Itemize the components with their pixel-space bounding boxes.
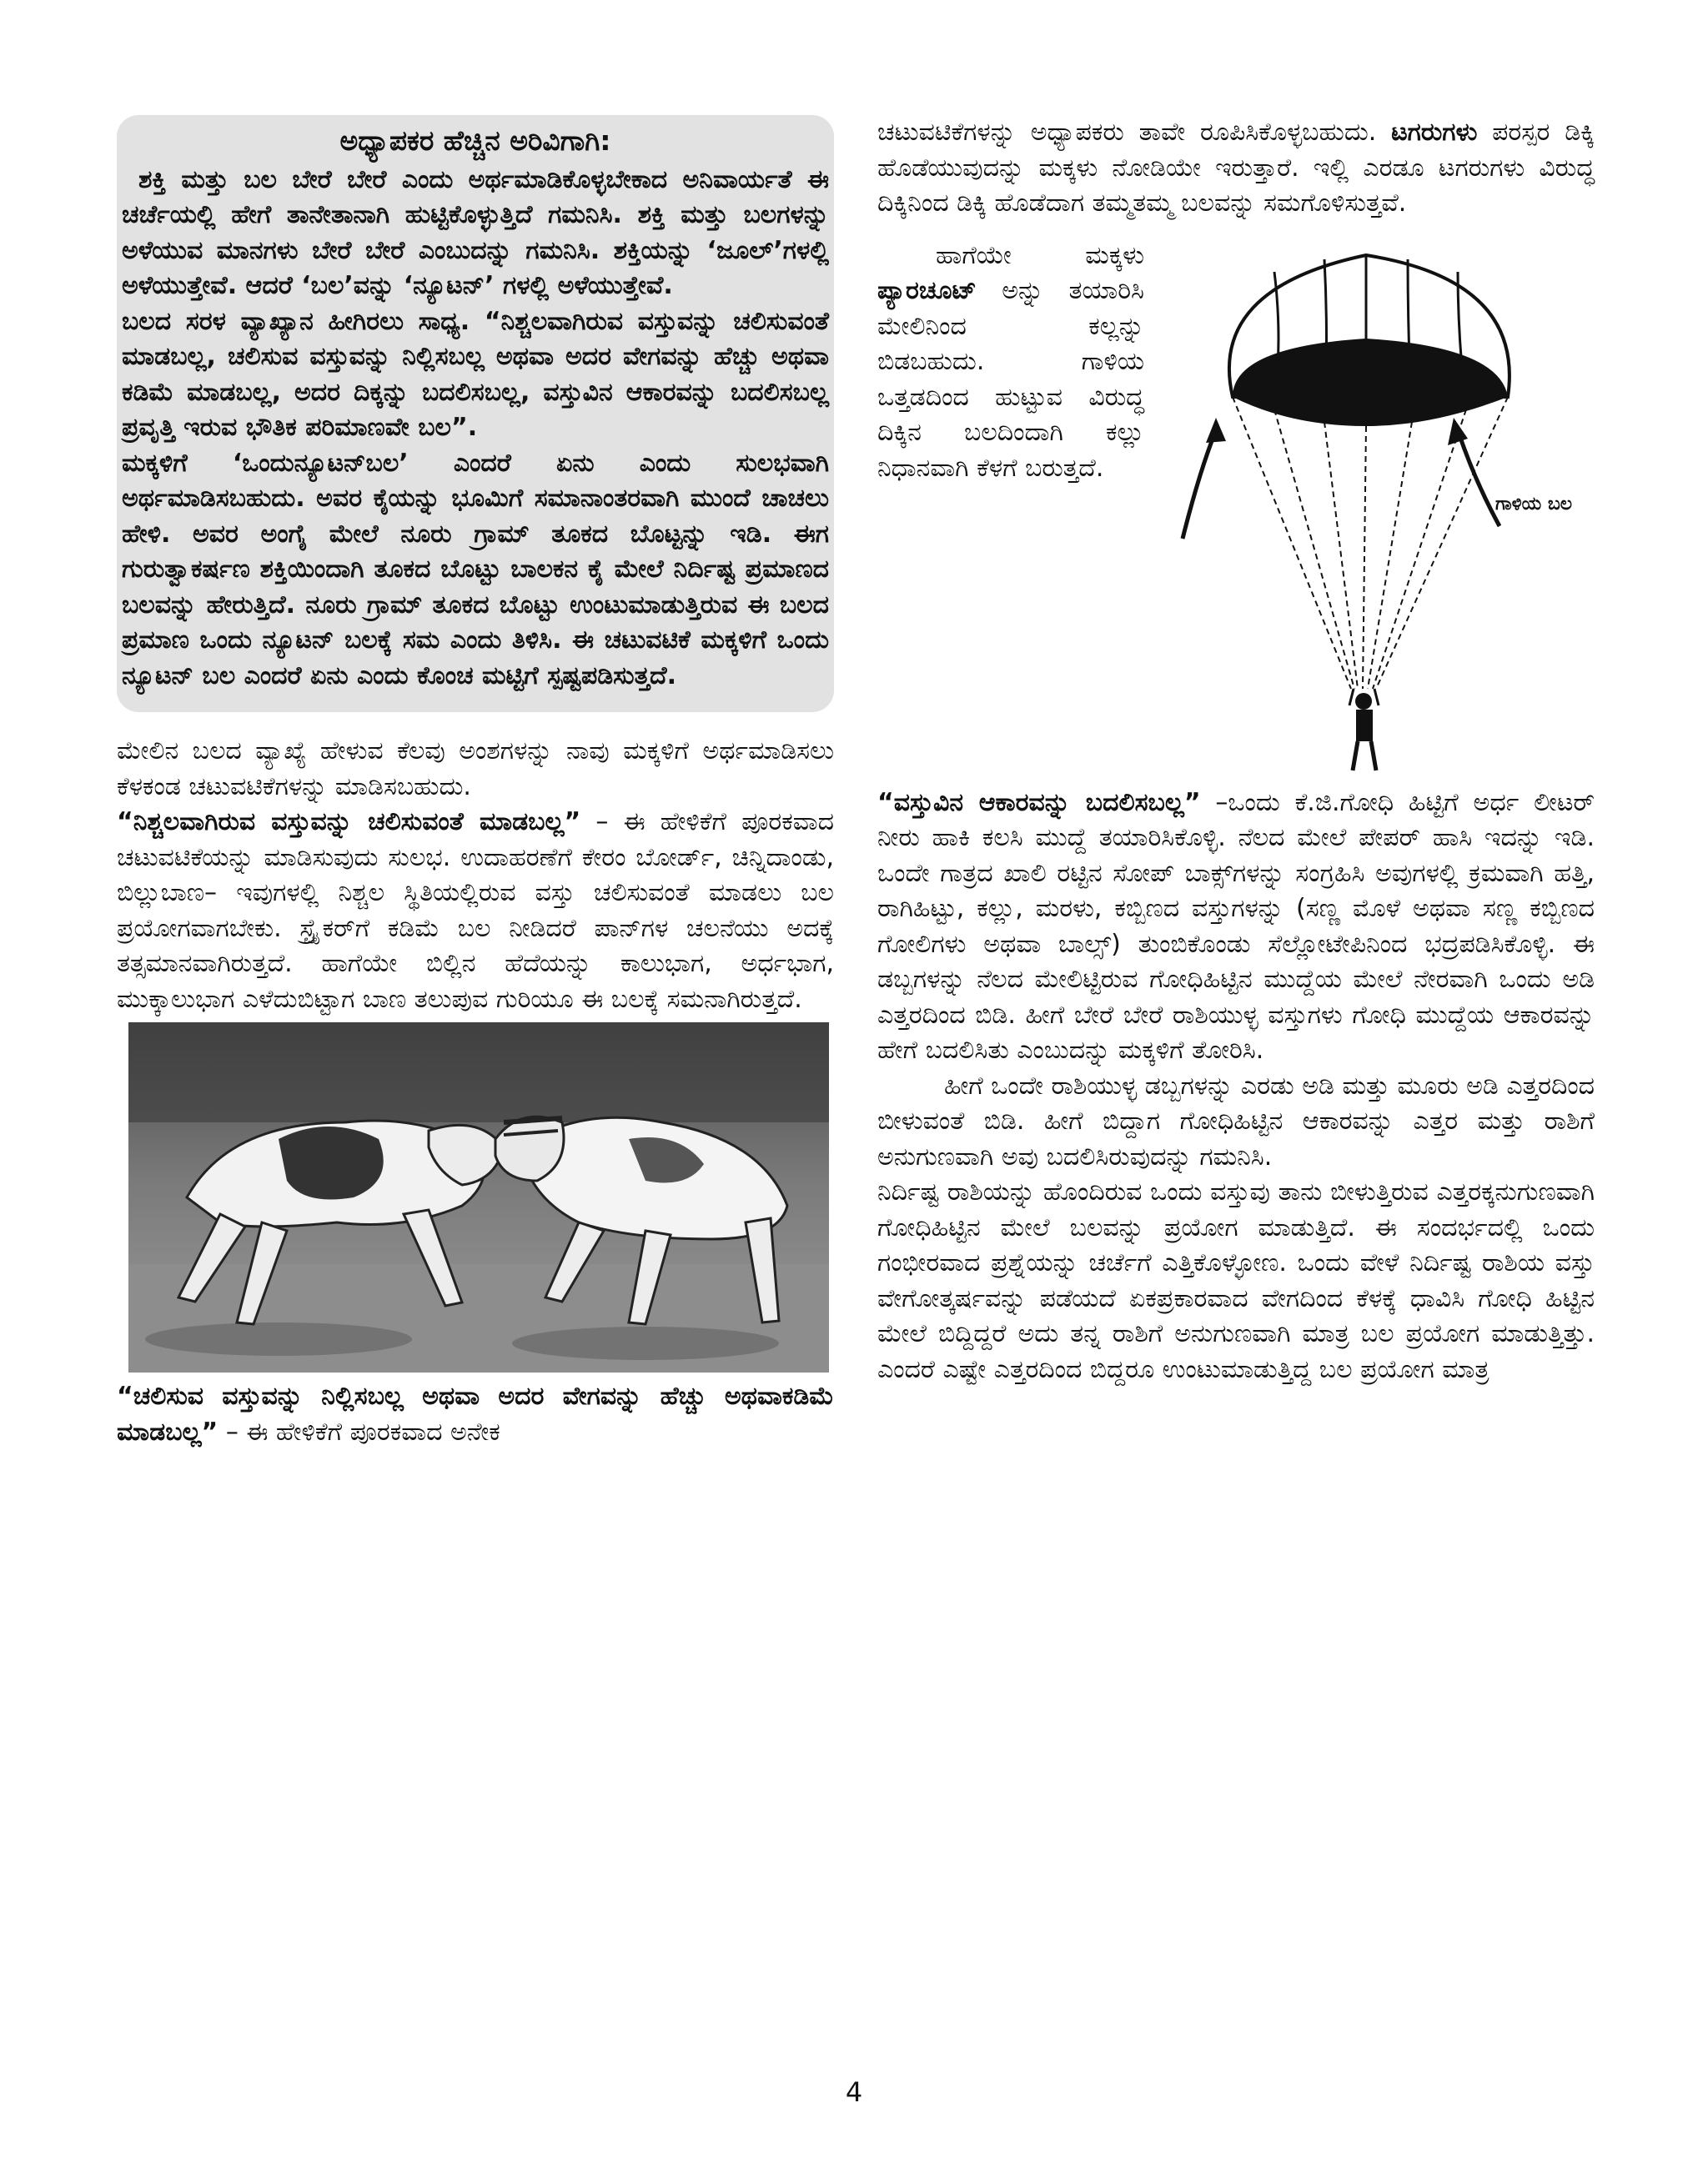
- shape-change-paragraph: [877, 785, 1595, 1069]
- page-number: 4: [845, 2076, 863, 2108]
- height-comparison-paragraph: ಹೀಗೆ ಒಂದೇ ರಾಶಿಯುಳ್ಳ ಡಬ್ಬಗಳನ್ನು ಎರಡು ಅಡಿ ಮತ್ತು ಮೂರು ಅಡಿ ಎತ್ತರದಿಂದ ಬೀಳುವಂತೆ ಬಿಡಿ. ಹೀಗೆ ಬಿದ್ದಾಗ ಗೋಧಿಹಿಟ್ಟಿನ ಆಕಾರವನ್ನು ಎತ್ತರ ಮತ್ತು ರಾಶಿಗೆ ಅನುಗುಣವಾಗಿ ಅವು ಬದಲಿಸಿರುವುದನ್ನು ಗಮನಿಸಿ.: [877, 1071, 1595, 1172]
- teacher-info-box: [117, 115, 834, 712]
- info-box-paragraph-definition: ಬಲದ ಸರಳ ವ್ಯಾಖ್ಯಾನ ಹೀಗಿರಲು ಸಾಧ್ಯ. “ನಿಶ್ಚಲವಾಗಿರುವ ವಸ್ತುವನ್ನು ಚಲಿಸುವಂತೆ ಮಾಡಬಲ್ಲ, ಚಲಿಸುವ ವಸ್ತುವನ್ನು ನಿಲ್ಲಿಸಬಲ್ಲ ಅಥವಾ ಅದರ ವೇಗವನ್ನು ಹೆಚ್ಚು ಅಥವಾ ಕಡಿಮೆ ಮಾಡಬಲ್ಲ, ಅದರ ದಿಕ್ಕನ್ನು ಬದಲಿಸಬಲ್ಲ, ವಸ್ತುವಿನ ಆಕಾರವನ್ನು ಬದಲಿಸಬಲ್ಲ ಪ್ರವೃತ್ತಿ ಇರುವ ಭೌತಿಕ ಪರಿಮಾಣವೇ ಬಲ”.: [122, 306, 829, 442]
- stop-object-paragraph: [117, 1379, 834, 1450]
- stop-object-text: – ಈ ಹೇಳಿಕೆಗೆ ಪೂರಕವಾದ ಅನೇಕ: [218, 1417, 500, 1447]
- parachute-text-start: ಹಾಗೆಯೇ ಮಕ್ಕಳು: [936, 240, 1144, 270]
- info-box-title: ಅಧ್ಯಾಪಕರ ಹೆಚ್ಚಿನ ಅರಿವಿಗಾಗಿ:: [339, 124, 611, 157]
- parachute-text-end: ಅನ್ನು ತಯಾರಿಸಿ ಮೇಲಿನಿಂದ ಕಲ್ಲನ್ನು ಬಿಡಬಹುದು. ಗಾಳಿಯ ಒತ್ತಡದಿಂದ ಹುಟ್ಟುವ ವಿರುದ್ಧ ದಿಕ್ಕಿನ ಬಲದಿಂದಾಗಿ ಕಲ್ಲು ನಿಧಾನವಾಗಿ ಕೆಳಗೆ ಬರುತ್ತದೆ.: [877, 276, 1144, 483]
- right-column: [877, 115, 1595, 1388]
- rams-paragraph: [877, 115, 1595, 222]
- rams-keyword: ಟಗರುಗಳು: [1391, 118, 1478, 147]
- rams-butting-photo: [128, 1022, 829, 1373]
- stop-object-heading: “ಚಲಿಸುವ ವಸ್ತುವನ್ನು ನಿಲ್ಲಿಸಬಲ್ಲ ಅಥವಾ ಅದರ ವೇಗವನ್ನು ಹೆಚ್ಚು ಅಥವಾಕಡಿಮೆ ಮಾಡಬಲ್ಲ”: [117, 1382, 834, 1447]
- parachute-keyword: ಪ್ಯಾರಚೂಟ್: [877, 276, 977, 305]
- rams-text-end: ಪರಸ್ಪರ ಡಿಕ್ಕಿ ಹೊಡೆಯುವುದನ್ನು ಮಕ್ಕಳು ನೋಡಿಯೇ ಇರುತ್ತಾರೆ. ಇಲ್ಲಿ ಎರಡೂ ಟಗರುಗಳು ವಿರುದ್ಧ ದಿಕ್ಕಿನಿಂದ ಡಿಕ್ಕಿ ಹೊಡೆದಾಗ ತಮ್ಮತಮ್ಮ ಬಲವನ್ನು ಸಮಗೊಳಿಸುತ್ತವೆ.: [877, 118, 1595, 218]
- wind-force-label: ಗಾಳಿಯ ಬಲ: [1495, 493, 1573, 514]
- parachute-block: [877, 238, 1595, 772]
- info-box-paragraph-energy-force: ಶಕ್ತಿ ಮತ್ತು ಬಲ ಬೇರೆ ಬೇರೆ ಎಂದು ಅರ್ಥಮಾಡಿಕೊಳ್ಳಬೇಕಾದ ಅನಿವಾರ್ಯತೆ ಈ ಚರ್ಚೆಯಲ್ಲಿ ಹೇಗೆ ತಾನೇತಾನಾಗಿ ಹುಟ್ಟಿಕೊಳ್ಳುತ್ತಿದೆ ಗಮನಿಸಿ. ಶಕ್ತಿ ಮತ್ತು ಬಲಗಳನ್ನು ಅಳೆಯುವ ಮಾನಗಳು ಬೇರೆ ಬೇರೆ ಎಂಬುದನ್ನು ಗಮನಿಸಿ. ಶಕ್ತಿಯನ್ನು ‘ಜೂಲ್’ಗಳಲ್ಲಿ ಅಳೆಯುತ್ತೇವೆ. ಆದರೆ ‘ಬಲ’ವನ್ನು ‘ನ್ಯೂಟನ್’ ಗಳಲ್ಲಿ ಅಳೆಯುತ್ತೇವೆ.: [122, 164, 829, 300]
- stationary-object-paragraph: [117, 805, 834, 1017]
- parachute-paragraph: [877, 238, 1144, 487]
- info-box-paragraph-newton: ಮಕ್ಕಳಿಗೆ ‘ಒಂದುನ್ಯೂಟನ್‌ಬಲ’ ಎಂದರೆ ಏನು ಎಂದು ಸುಲಭವಾಗಿ ಅರ್ಥಮಾಡಿಸಬಹುದು. ಅವರ ಕೈಯನ್ನು ಭೂಮಿಗೆ ಸಮಾನಾಂತರವಾಗಿ ಮುಂದೆ ಚಾಚಲು ಹೇಳಿ. ಅವರ ಅಂಗೈ ಮೇಲೆ ನೂರು ಗ್ರಾಮ್ ತೂಕದ ಬೊಟ್ಟನ್ನು ಇಡಿ. ಈಗ ಗುರುತ್ವಾಕರ್ಷಣ ಶಕ್ತಿಯಿಂದಾಗಿ ತೂಕದ ಬೊಟ್ಟು ಬಾಲಕನ ಕೈ ಮೇಲೆ ನಿರ್ದಿಷ್ಟ ಪ್ರಮಾಣದ ಬಲವನ್ನು ಹೇರುತ್ತಿದೆ. ನೂರು ಗ್ರಾಮ್ ತೂಕದ ಬೊಟ್ಟು ಉಂಟುಮಾಡುತ್ತಿರುವ ಈ ಬಲದ ಪ್ರಮಾಣ ಒಂದು ನ್ಯೂಟನ್ ಬಲಕ್ಕೆ ಸಮ ಎಂದು ತಿಳಿಸಿ. ಈ ಚಟುವಟಿಕೆ ಮಕ್ಕಳಿಗೆ ಒಂದು ನ್ಯೂಟನ್ ಬಲ ಎಂದರೆ ಏನು ಎಂದು ಕೊಂಚ ಮಟ್ಟಿಗೆ ಸ್ಪಷ್ಟಪಡಿಸುತ್ತದೆ.: [122, 448, 829, 690]
- intro-paragraph: ಮೇಲಿನ ಬಲದ ವ್ಯಾಖ್ಯೆ ಹೇಳುವ ಕೆಲವು ಅಂಶಗಳನ್ನು ನಾವು ಮಕ್ಕಳಿಗೆ ಅರ್ಥಮಾಡಿಸಲು ಕೆಳಕಂಡ ಚಟುವಟಿಕೆಗಳನ್ನು ಮಾಡಿಸಬಹುದು.: [117, 736, 834, 801]
- shape-change-heading: “ವಸ್ತುವಿನ ಆಕಾರವನ್ನು ಬದಲಿಸಬಲ್ಲ”: [877, 787, 1201, 817]
- left-column: [117, 115, 834, 1450]
- stationary-object-text: – ಈ ಹೇಳಿಕೆಗೆ ಪೂರಕವಾದ ಚಟುವಟಿಕೆಯನ್ನು ಮಾಡಿಸುವುದು ಸುಲಭ. ಉದಾಹರಣೆಗೆ ಕೇರಂ ಬೋರ್ಡ್, ಚಿನ್ನಿದಾಂಡು, ಬಿಲ್ಲುಬಾಣ– ಇವುಗಳಲ್ಲಿ ನಿಶ್ಚಲ ಸ್ಥಿತಿಯಲ್ಲಿರುವ ವಸ್ತು ಚಲಿಸುವಂತೆ ಮಾಡಲು ಬಲ ಪ್ರಯೋಗವಾಗಬೇಕು. ಸ್ಟ್ರೈಕರ್‌ಗೆ ಕಡಿಮೆ ಬಲ ನೀಡಿದರೆ ಪಾನ್‌ಗಳ ಚಲನೆಯು ಅದಕ್ಕೆ ತತ್ಸಮಾನವಾಗಿರುತ್ತದೆ. ಹಾಗೆಯೇ ಬಿಲ್ಲಿನ ಹೆದೆಯನ್ನು ಕಾಲುಭಾಗ, ಅರ್ಧಭಾಗ, ಮುಕ್ಕಾಲುಭಾಗ ಎಳೆದುಬಿಟ್ಟಾಗ ಬಾಣ ತಲುಪುವ ಗುರಿಯೂ ಈ ಬಲಕ್ಕೆ ಸಮನಾಗಿರುತ್ತದೆ.: [117, 807, 834, 1014]
- stationary-object-heading: “ನಿಶ್ಚಲವಾಗಿರುವ ವಸ್ತುವನ್ನು ಚಲಿಸುವಂತೆ ಮಾಡಬಲ್ಲ”: [117, 807, 581, 836]
- mass-force-paragraph: ನಿರ್ದಿಷ್ಟ ರಾಶಿಯನ್ನು ಹೊಂದಿರುವ ಒಂದು ವಸ್ತುವು ತಾನು ಬೀಳುತ್ತಿರುವ ಎತ್ತರಕ್ಕನುಗುಣವಾಗಿ ಗೋಧಿಹಿಟ್ಟಿನ ಮೇಲೆ ಬಲವನ್ನು ಪ್ರಯೋಗ ಮಾಡುತ್ತಿದೆ. ಈ ಸಂದರ್ಭದಲ್ಲಿ ಒಂದು ಗಂಭೀರವಾದ ಪ್ರಶ್ನೆಯನ್ನು ಚರ್ಚೆಗೆ ಎತ್ತಿಕೊಳ್ಳೋಣ. ಒಂದು ವೇಳೆ ನಿರ್ದಿಷ್ಟ ರಾಶಿಯ ವಸ್ತು ವೇಗೋತ್ಕರ್ಷವನ್ನು ಪಡೆಯದೆ ಏಕಪ್ರಕಾರವಾದ ವೇಗದಿಂದ ಕೆಳಕ್ಕೆ ಧಾವಿಸಿ ಗೋಧಿ ಹಿಟ್ಟಿನ ಮೇಲೆ ಬಿದ್ದಿದ್ದರೆ ಅದು ತನ್ನ ರಾಶಿಗೆ ಅನುಗುಣವಾಗಿ ಮಾತ್ರ ಬಲ ಪ್ರಯೋಗ ಮಾಡುತ್ತಿತ್ತು. ಎಂದರೆ ಎಷ್ಟೇ ಎತ್ತರದಿಂದ ಬಿದ್ದರೂ ಉಂಟುಮಾಡುತ್ತಿದ್ದ ಬಲ ಪ್ರಯೋಗ ಮಾತ್ರ: [877, 1177, 1595, 1384]
- shape-change-text: –ಒಂದು ಕೆ.ಜಿ.ಗೋಧಿ ಹಿಟ್ಟಿಗೆ ಅರ್ಧ ಲೀಟರ್ ನೀರು ಹಾಕಿ ಕಲಸಿ ಮುದ್ದೆ ತಯಾರಿಸಿಕೊಳ್ಳಿ. ನೆಲದ ಮೇಲೆ ಪೇಪರ್ ಹಾಸಿ ಇದನ್ನು ಇಡಿ. ಒಂದೇ ಗಾತ್ರದ ಖಾಲಿ ರಟ್ಟಿನ ಸೋಪ್ ಬಾಕ್ಸ್‌ಗಳನ್ನು ಸಂಗ್ರಹಿಸಿ ಅವುಗಳಲ್ಲಿ ಕ್ರಮವಾಗಿ ಹತ್ತಿ, ರಾಗಿಹಿಟ್ಟು, ಕಲ್ಲು, ಮರಳು, ಕಬ್ಬಿಣದ ವಸ್ತುಗಳನ್ನು (ಸಣ್ಣ ಮೊಳೆ ಅಥವಾ ಸಣ್ಣ ಕಬ್ಬಿಣದ ಗೋಲಿಗಳು ಅಥವಾ ಬಾಲ್ಸ್) ತುಂಬಿಕೊಂಡು ಸೆಲ್ಲೋಟೇಪಿನಿಂದ ಭದ್ರಪಡಿಸಿಕೊಳ್ಳಿ. ಈ ಡಬ್ಬಗಳನ್ನು ನೆಲದ ಮೇಲಿಟ್ಟಿರುವ ಗೋಧಿಹಿಟ್ಟಿನ ಮುದ್ದೆಯ ಮೇಲೆ ನೇರವಾಗಿ ಒಂದು ಅಡಿ ಎತ್ತರದಿಂದ ಬಿಡಿ. ಹೀಗೆ ಬೇರೆ ಬೇರೆ ರಾಶಿಯುಳ್ಳ ವಸ್ತುಗಳು ಗೋಧಿ ಮುದ್ದೆಯ ಆಕಾರವನ್ನು ಹೇಗೆ ಬದಲಿಸಿತು ಎಂಬುದನ್ನು ಮಕ್ಕಳಿಗೆ ತೋರಿಸಿ.: [877, 787, 1595, 1065]
- parachute-illustration: [1158, 238, 1591, 772]
- rams-text-start: ಚಟುವಟಿಕೆಗಳನ್ನು ಅಧ್ಯಾಪಕರು ತಾವೇ ರೂಪಿಸಿಕೊಳ್ಳಬಹುದು.: [877, 118, 1392, 147]
